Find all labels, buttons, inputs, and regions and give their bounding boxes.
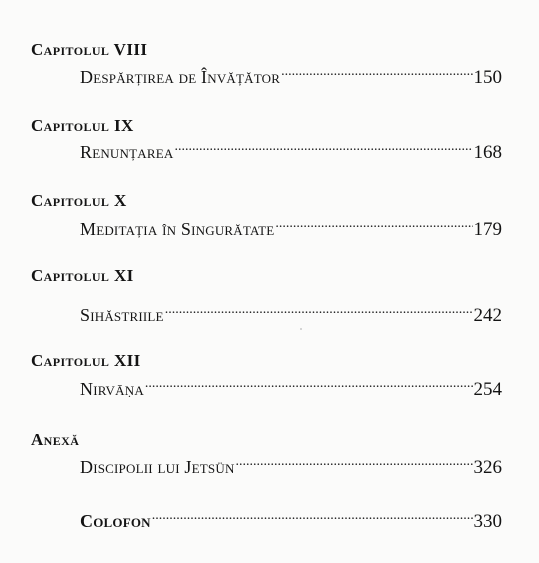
toc-entry-title: Renunțarea <box>80 142 174 162</box>
dot-leader <box>164 299 473 321</box>
chapter-heading: Capitolul VIII <box>31 40 148 59</box>
toc-entry[interactable] <box>80 373 502 401</box>
dot-leader <box>274 213 472 235</box>
toc-entry-title: Meditația în Singurătate <box>80 219 275 239</box>
dot-leader <box>280 61 472 83</box>
toc-entry-page-number: 254 <box>473 379 502 400</box>
paper-speck <box>300 328 302 330</box>
toc-entry[interactable] <box>80 213 502 241</box>
chapter-heading: Capitolul IX <box>31 116 134 135</box>
toc-entry-page-number: 179 <box>473 219 502 240</box>
dot-leader <box>235 451 473 473</box>
chapter-heading: Capitolul XI <box>31 266 134 285</box>
toc-entry-page-number: 242 <box>473 305 502 326</box>
dot-leader <box>144 373 473 395</box>
toc-entry-colophon[interactable] <box>80 505 502 533</box>
chapter-heading: Capitolul X <box>31 191 127 210</box>
toc-entry-page-number: 168 <box>473 142 502 163</box>
toc-entry-title: Discipolii lui Jetsün <box>80 457 235 477</box>
toc-entry-page-number: 330 <box>473 511 502 532</box>
toc-entry[interactable] <box>80 299 502 327</box>
toc-entry[interactable] <box>80 61 502 89</box>
toc-entry-title: Sihăstriile <box>80 305 164 325</box>
toc-entry-page-number: 326 <box>473 457 502 478</box>
dot-leader <box>173 136 472 158</box>
dot-leader <box>151 505 473 527</box>
annex-heading: Anexă <box>31 430 80 449</box>
chapter-heading: Capitolul XII <box>31 351 141 370</box>
toc-entry-title: Colofon <box>80 511 151 531</box>
toc-entry[interactable] <box>80 451 502 479</box>
toc-entry-title: Nirvāṇa <box>80 379 144 399</box>
toc-entry-title: Despărțirea de Învățător <box>80 67 281 87</box>
toc-entry-page-number: 150 <box>473 67 502 88</box>
toc-entry[interactable] <box>80 136 502 164</box>
